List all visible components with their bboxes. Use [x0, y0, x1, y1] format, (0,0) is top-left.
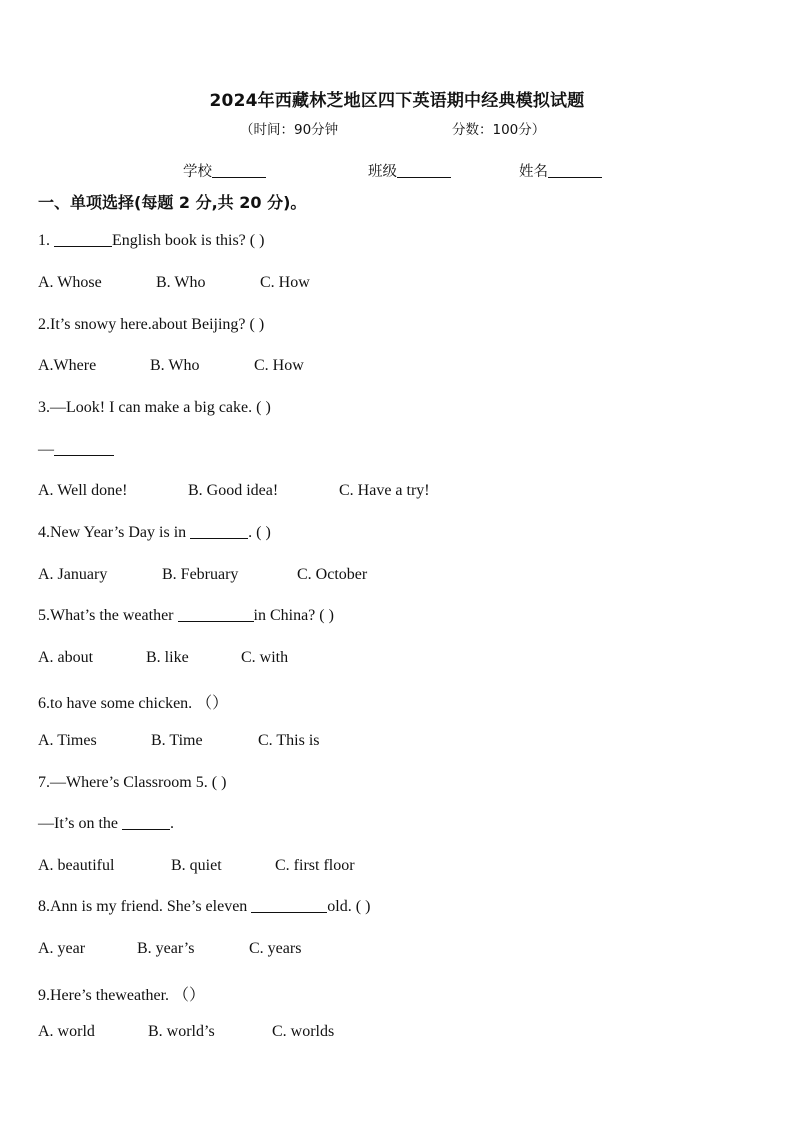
- option-a[interactable]: A.Where: [38, 357, 97, 374]
- option-a[interactable]: A. world: [38, 1023, 95, 1040]
- question-text: English book is this? ( ): [112, 232, 265, 249]
- option-c[interactable]: C. How: [254, 357, 304, 374]
- question-text: to have some chicken. （）: [50, 695, 229, 712]
- option-c[interactable]: C. years: [249, 940, 302, 957]
- option-b[interactable]: B. Time: [151, 732, 203, 749]
- class-field: [368, 160, 451, 181]
- answer-blank[interactable]: [54, 232, 112, 247]
- question-7: [38, 774, 226, 792]
- reply-dash: —: [38, 441, 54, 458]
- name-blank[interactable]: [548, 163, 602, 178]
- school-blank[interactable]: [212, 163, 266, 178]
- school-label: 学校: [183, 164, 212, 180]
- question-number: 7.: [38, 774, 50, 791]
- question-8: [38, 898, 370, 916]
- options-5: [38, 649, 288, 667]
- options-6: [38, 732, 320, 750]
- answer-blank[interactable]: [251, 898, 327, 913]
- class-label: 班级: [368, 164, 397, 180]
- option-a[interactable]: A. year: [38, 940, 86, 957]
- option-a[interactable]: A. Times: [38, 732, 97, 749]
- school-field: [183, 160, 266, 181]
- option-a[interactable]: A. January: [38, 566, 108, 583]
- options-8: [38, 940, 301, 958]
- options-9: [38, 1023, 334, 1041]
- option-a[interactable]: A. Well done!: [38, 482, 128, 499]
- question-text: Here’s theweather. （）: [50, 987, 206, 1004]
- option-c[interactable]: C. with: [241, 649, 289, 666]
- question-number: 3.: [38, 399, 50, 416]
- exam-title: 2024年西藏林芝地区四下英语期中经典模拟试题: [209, 91, 585, 111]
- exam-score: 分数：100分）: [452, 122, 546, 138]
- option-b[interactable]: B. Good idea!: [188, 482, 279, 499]
- question-text: New Year’s Day is in: [50, 524, 187, 541]
- options-3: [38, 482, 430, 500]
- option-a[interactable]: A. Whose: [38, 274, 102, 291]
- reply-3: [38, 441, 114, 459]
- question-text: —Where’s Classroom 5. ( ): [50, 774, 227, 791]
- question-number: 4.: [38, 524, 50, 541]
- question-2: [38, 316, 264, 334]
- question-4: [38, 524, 271, 542]
- exam-time: （时间：90分钟: [240, 122, 339, 138]
- reply-text: —It’s on the: [38, 815, 118, 832]
- section-heading: 一、单项选择(每题 2 分,共 20 分)。: [38, 193, 307, 212]
- question-text: What’s the weather: [50, 607, 174, 624]
- question-text: Ann is my friend. She’s eleven: [50, 898, 248, 915]
- question-1: [38, 232, 264, 250]
- option-b[interactable]: B. year’s: [137, 940, 195, 957]
- option-c[interactable]: C. This is: [258, 732, 320, 749]
- answer-blank[interactable]: [122, 815, 170, 830]
- option-c[interactable]: C. first floor: [275, 857, 355, 874]
- option-b[interactable]: B. February: [162, 566, 239, 583]
- options-2: [38, 357, 304, 375]
- option-a[interactable]: A. about: [38, 649, 94, 666]
- answer-blank[interactable]: [54, 441, 114, 456]
- question-text-end: old. ( ): [327, 898, 371, 915]
- question-text-end: in China? ( ): [253, 607, 334, 624]
- question-number: 5.: [38, 607, 50, 624]
- option-c[interactable]: C. Have a try!: [339, 482, 430, 499]
- option-b[interactable]: B. Who: [156, 274, 206, 291]
- option-b[interactable]: B. world’s: [148, 1023, 215, 1040]
- question-text: It’s snowy here.about Beijing? ( ): [50, 316, 265, 333]
- option-b[interactable]: B. quiet: [171, 857, 222, 874]
- question-3: [38, 399, 271, 417]
- question-number: 6.: [38, 695, 50, 712]
- answer-blank[interactable]: [190, 524, 248, 539]
- question-6: [38, 690, 228, 713]
- option-b[interactable]: B. Who: [150, 357, 200, 374]
- reply-7: [38, 815, 174, 833]
- name-label: 姓名: [519, 164, 548, 180]
- option-c[interactable]: C. worlds: [272, 1023, 335, 1040]
- reply-text-end: .: [170, 815, 174, 832]
- question-number: 1.: [38, 232, 50, 249]
- options-4: [38, 566, 367, 584]
- name-field: [519, 160, 602, 181]
- option-c[interactable]: C. How: [260, 274, 310, 291]
- options-7: [38, 857, 355, 875]
- option-a[interactable]: A. beautiful: [38, 857, 115, 874]
- question-text-end: . ( ): [248, 524, 271, 541]
- question-9: [38, 982, 205, 1005]
- question-number: 8.: [38, 898, 50, 915]
- question-5: [38, 607, 334, 625]
- answer-blank[interactable]: [178, 607, 254, 622]
- option-c[interactable]: C. October: [297, 566, 368, 583]
- question-text: —Look! I can make a big cake. ( ): [50, 399, 271, 416]
- options-1: [38, 274, 310, 292]
- question-number: 9.: [38, 987, 50, 1004]
- option-b[interactable]: B. like: [146, 649, 189, 666]
- question-number: 2.: [38, 316, 50, 333]
- class-blank[interactable]: [397, 163, 451, 178]
